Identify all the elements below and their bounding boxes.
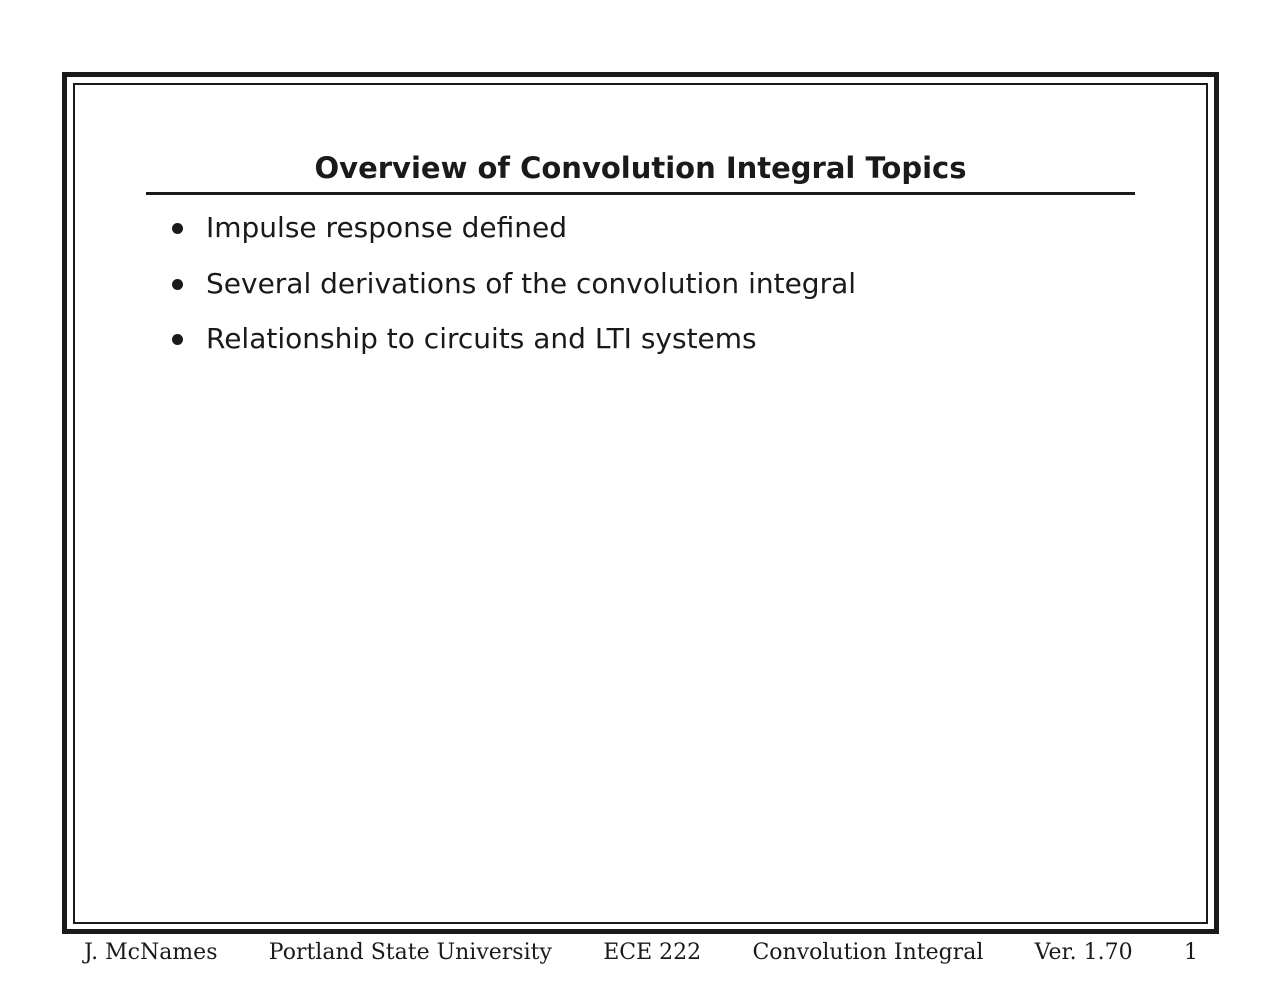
bullet-text: Several derivations of the convolution integral (206, 266, 857, 300)
footer-version: Ver. 1.70 (1034, 939, 1133, 965)
footer-topic: Convolution Integral (752, 939, 984, 965)
bullet-text: Impulse response defined (206, 211, 568, 244)
footer-course: ECE 222 (603, 939, 702, 965)
bullet-dot-icon (172, 334, 183, 345)
slide-footer (84, 936, 1198, 968)
footer-institution: Portland State University (268, 939, 552, 965)
title-underline (146, 192, 1135, 195)
footer-page-number: 1 (1183, 939, 1198, 965)
bullet-dot-icon (172, 223, 183, 234)
slide-title: Overview of Convolution Integral Topics (314, 151, 967, 185)
bullet-text: Relationship to circuits and LTI systems (206, 322, 757, 355)
bullet-dot-icon (172, 279, 183, 290)
footer-author: J. McNames (84, 939, 218, 965)
